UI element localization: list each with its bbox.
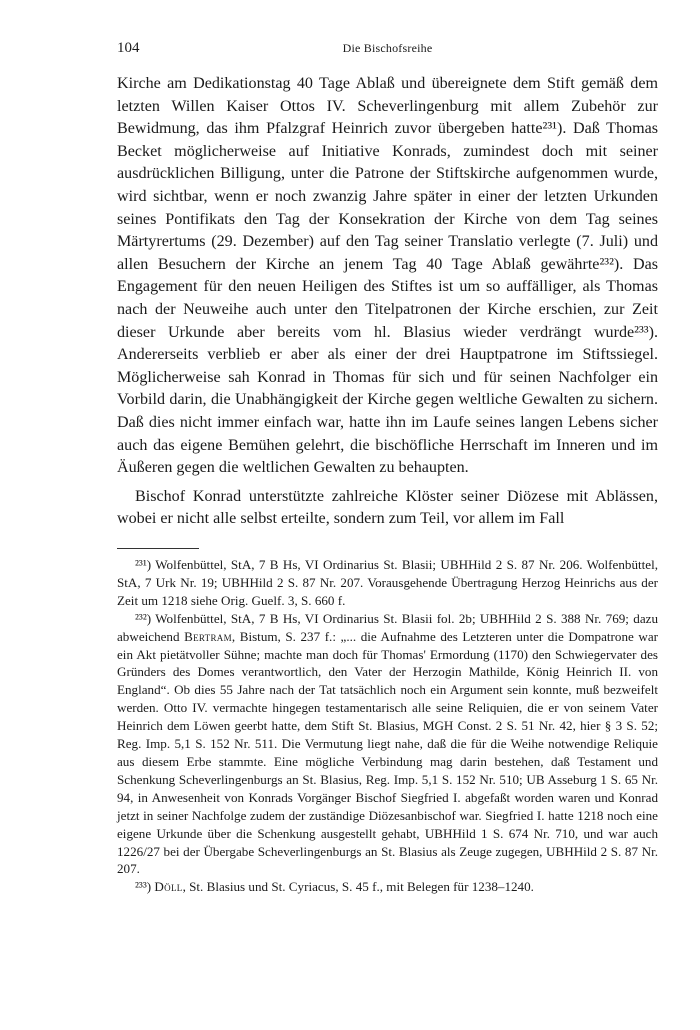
page-number: 104 [117, 40, 140, 56]
page-header [117, 40, 658, 60]
body-paragraph-2: Bischof Konrad unterstützte zahlreiche Klöster seiner Diözese mit Ablässen, wobei er nicht alle selbst erteilte, sondern zum Teil, vor allem im Fall [117, 487, 658, 528]
running-title: Die Bischofsreihe [342, 41, 433, 55]
footnote-233-part-1: ²³³) [135, 879, 155, 895]
footnote-231: ²³¹) Wolfenbüttel, StA, 7 B Hs, VI Ordinarius St. Blasii; UBHHild 2 S. 87 Nr. 206. Wolfenbüttel, StA, 7 Urk Nr. 19; UBHHild 2 S. 87 Nr. 207. Vorausgehende Übertragung Herzog Heinrichs aus der Zeit um 1218 siehe Orig. Guelf. 3, S. 660 f. [117, 557, 658, 608]
footnote-separator [117, 548, 199, 549]
footnote-232-part-1: ²³²) Wolfenbüttel, StA, 7 B Hs, VI Ordinarius St. Blasii fol. 2b; UBHHild 2 S. 388 Nr. 769; dazu abweichend [117, 610, 658, 644]
footnote-233-part-2: , St. Blasius und St. Cyriacus, S. 45 f., mit Belegen für 1238–1240. [182, 879, 534, 895]
footnotes [117, 556, 658, 896]
body-paragraph-1: Kirche am Dedikationstag 40 Tage Ablaß und übereignete dem Stift gemäß dem letzten Willen Kaiser Ottos IV. Scheverlingenburg mit allem Zubehör zur Bewidmung, das ihm Pfalzgraf Heinrich zuvor übergeben hatte²³¹). Daß Thomas Becket möglicherweise auf Initiative Konrads, zumindest doch mit seiner ausdrücklichen Billigung, unter die Patrone der Stiftskirche aufgenommen wurde, wird sichtbar, wenn er noch zwanzig Jahre später in einer der letzten Urkunden seines Pontifikats den Tag der Konsekration der Kirche von dem Tag seines Märtyrertums (29. Dezember) auf den Tag seiner Translatio verlegte (7. Juli) und allen Besuchern der Kirche an jenem Tag 40 Tage Ablaß gewährte²³²). Das Engagement für den neuen Heiligen des Stiftes ist um so auffälliger, als Thomas nach der Neuweihe auch unter den Titelpatronen der Kirche erschien, zur Zeit dieser Urkunde aber bereits vom hl. Blasius wieder verdrängt wurde²³³). Andererseits verblieb er aber als einer der drei Hauptpatrone im Stiftssiegel. Möglicherweise sah Konrad in Thomas für sich und für seinen Nachfolger ein Vorbild darin, die Unabhängigkeit der Kirche gegen weltliche Gewalten zu sichern. Daß dies nicht immer einfach war, hatte ihn im Laufe seines langen Lebens sicher auch das eigene Bemühen gelehrt, die bischöfliche Herrschaft im Inneren und im Äußeren gegen die weltlichen Gewalten zu behaupten. [117, 75, 658, 477]
author-name-bertram: Bertram [184, 628, 232, 644]
main-text [117, 73, 658, 531]
footnote-232-part-2: , Bistum, S. 237 f.: „... die Aufnahme des Letzteren unter die Dompatrone war ein Akt pietätvoller Sühne; machte man doch für Thomas' Ermordung (1170) den Schwiegervater des Gründers des Domes verantwortlich, den Vater der Herzogin Mathilde, König Heinrich II. von England“. Ob dies 55 Jahre nach der Tat tatsächlich noch ein Argument sein konnte, muß bezweifelt werden. Otto IV. vermachte hingegen testamentarisch alle seine Reliquien, die er von seinem Vater Heinrich dem Löwen geerbt hatte, dem Stift St. Blasius, MGH Const. 2 S. 51 Nr. 42, hier § 3 S. 52; Reg. Imp. 5,1 S. 152 Nr. 511. Die Vermutung liegt nahe, daß die für die Weihe notwendige Reliquie aus diesem Erbe stammte. Eine mögliche Verbindung mag darin bestehen, daß Testament und Schenkung Scheverlingenburgs an St. Blasius, Reg. Imp. 5,1 S. 152 Nr. 510; UB Asseburg 1 S. 65 Nr. 94, in Anwesenheit von Konrads Vorgänger Bischof Siegfried I. abgefaßt worden waren und Konrad jetzt in seiner Nachfolge zudem der zuständige Diözesanbischof war. Siegfried I. hatte 1218 noch eine eigene Urkunde über die Schenkung ausgestellt gehabt, UBHHild 1 S. 674 Nr. 710, und war auch 1226/27 bei der Übergabe Scheverlingenburgs an St. Blasius als Zeuge zugegen, UBHHild 2 S. 87 Nr. 207. [117, 628, 658, 877]
author-name-doell: Döll [154, 879, 183, 895]
footnote-233 [117, 878, 658, 896]
footnote-232 [117, 610, 658, 879]
